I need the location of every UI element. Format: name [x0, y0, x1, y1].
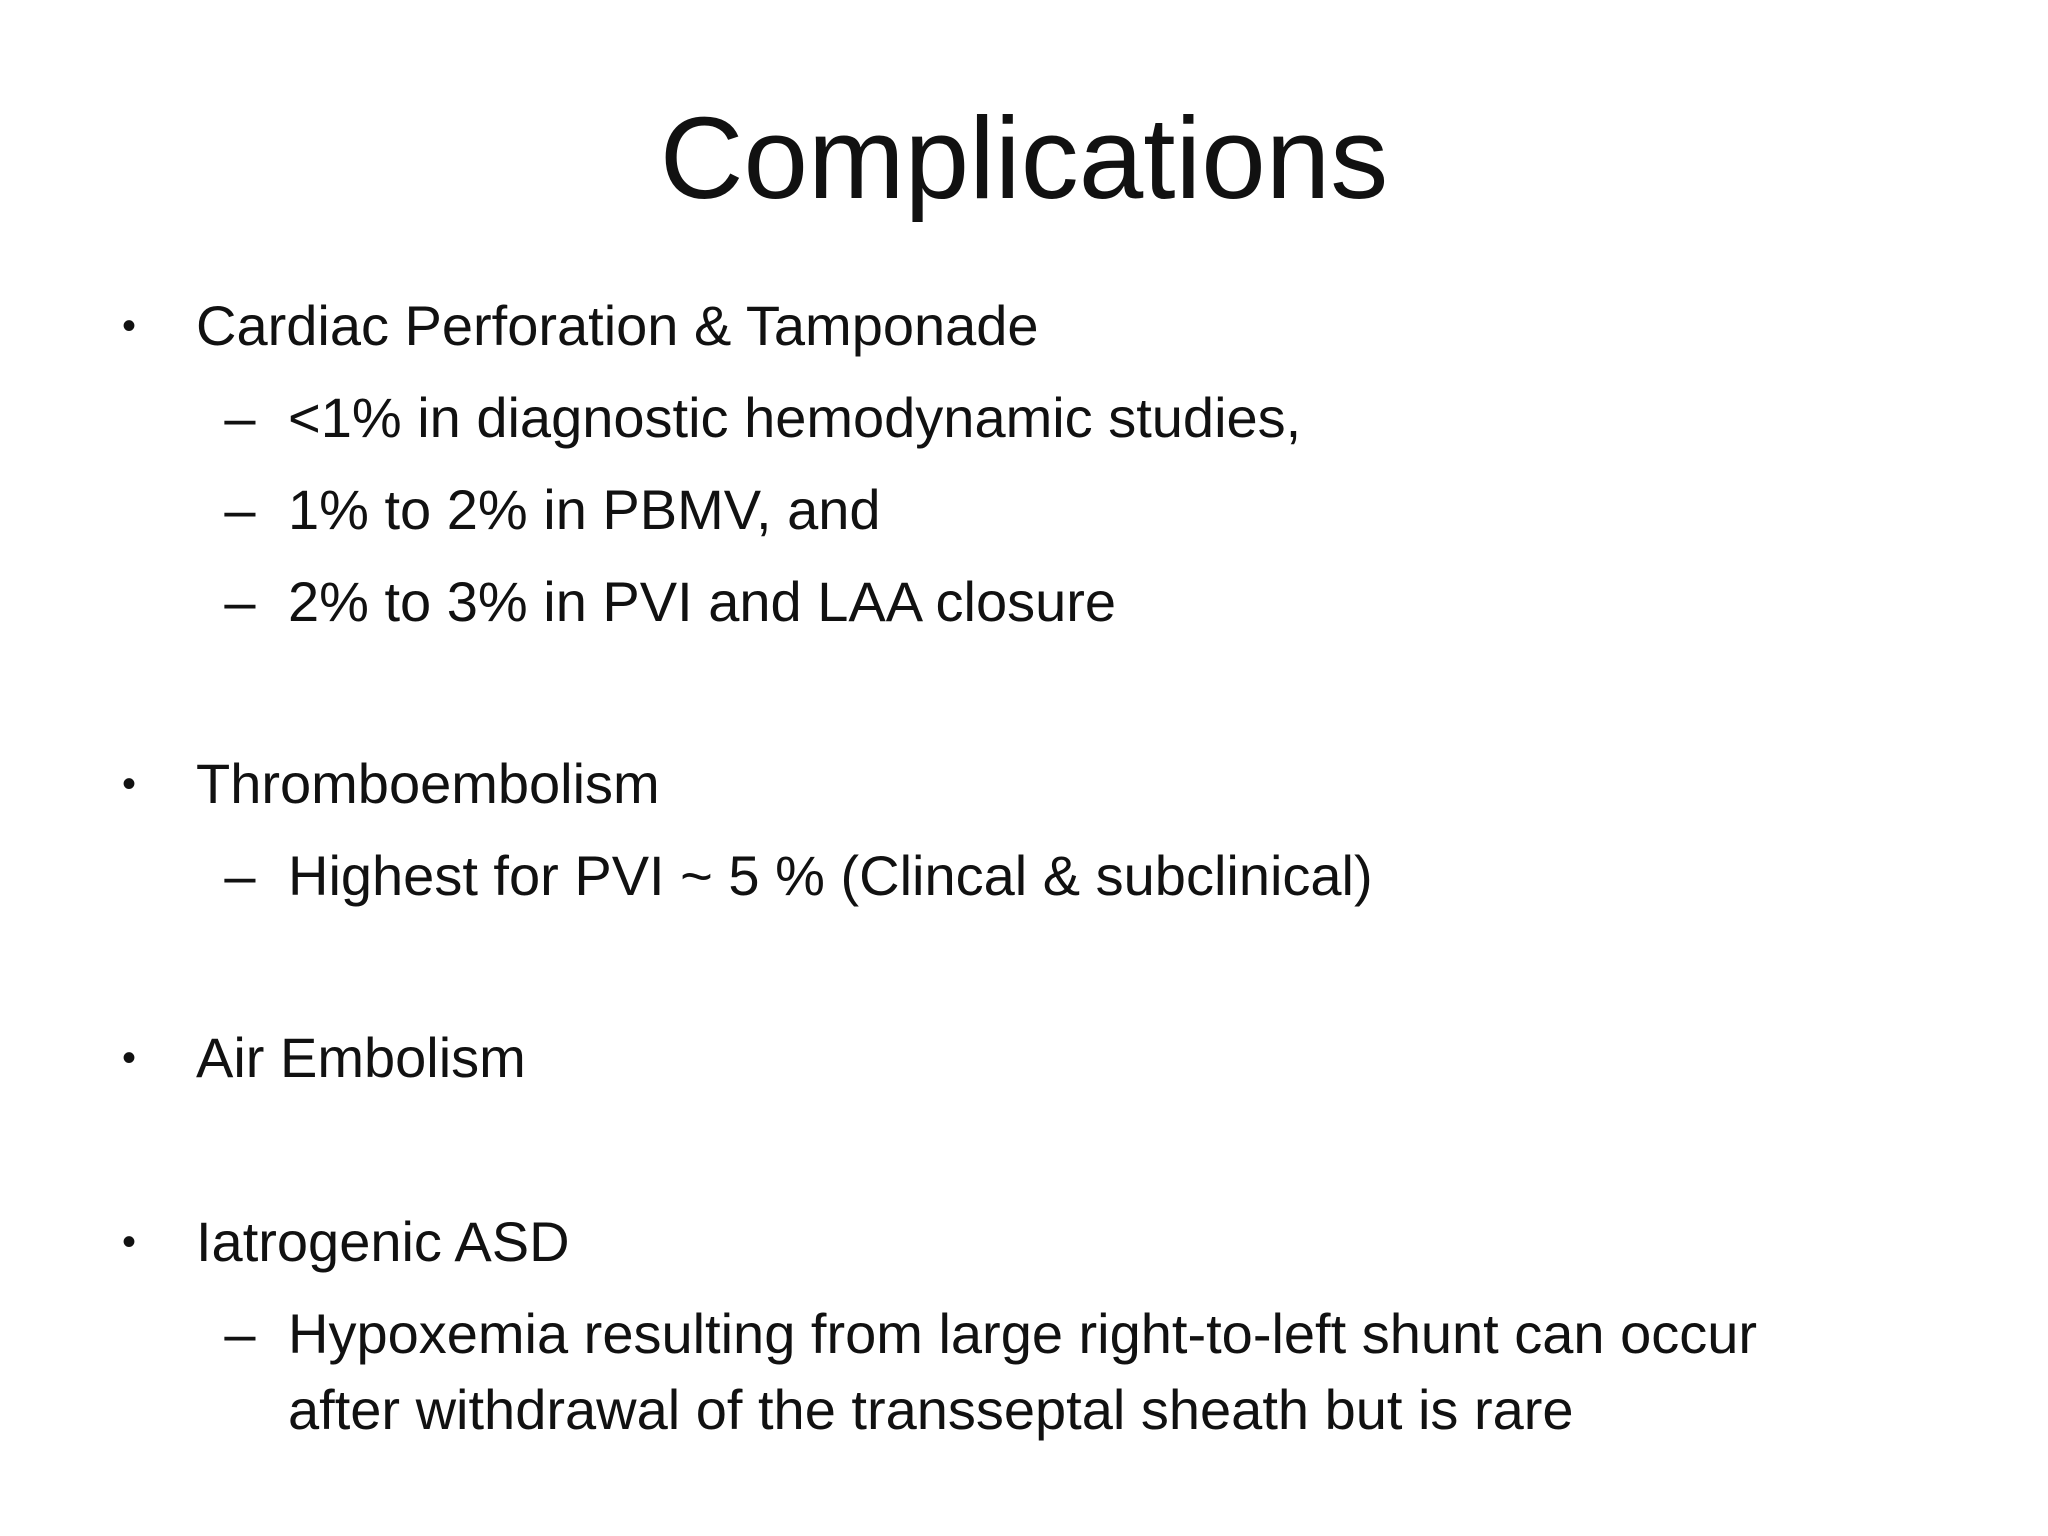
dash-icon: –: [224, 478, 256, 541]
dash-icon: –: [224, 844, 256, 907]
slide-title: Complications: [659, 93, 1389, 223]
bullet-dot-icon: •: [121, 1220, 136, 1264]
bullet-dot-icon: •: [121, 762, 136, 806]
bullet-text: Cardiac Perforation & Tamponade: [196, 294, 1039, 357]
bullet-dot-icon: •: [121, 304, 136, 348]
sub-item-text: 2% to 3% in PVI and LAA closure: [288, 570, 1117, 633]
dash-icon: –: [224, 1302, 256, 1365]
dash-icon: –: [224, 386, 256, 449]
sub-item-text: Highest for PVI ~ 5 % (Clincal & subclinical): [288, 844, 1373, 907]
bullet-text: Air Embolism: [196, 1026, 526, 1089]
sub-item-text: Hypoxemia resulting from large right-to-left shunt can occur after withdrawal of the transseptal sheath but is rare: [288, 1302, 1758, 1441]
bullet-dot-icon: •: [121, 1036, 136, 1080]
bullet-text: Thromboembolism: [196, 752, 660, 815]
bullet-text: Iatrogenic ASD: [196, 1210, 570, 1273]
sub-item-text: 1% to 2% in PBMV, and: [288, 478, 881, 541]
sub-item-text: <1% in diagnostic hemodynamic studies,: [288, 386, 1302, 449]
dash-icon: –: [224, 570, 256, 633]
